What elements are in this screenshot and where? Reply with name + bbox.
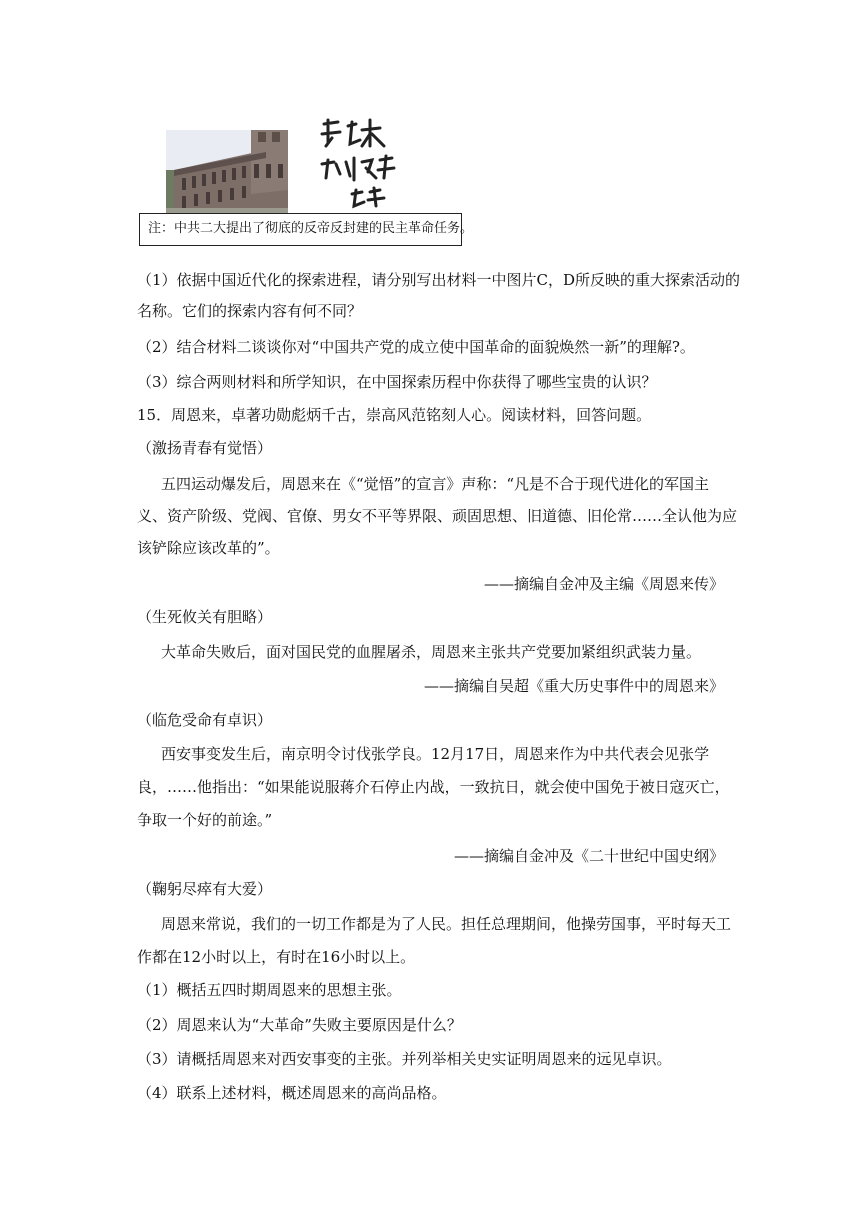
q14-question-1a: （1）依据中国近代化的探索进程，请分别写出材料一中图片C，D所反映的重大探索活动的	[137, 271, 741, 289]
material-line: 良，……他指出：“如果能说服蒋介石停止内战，一致抗日，就会使中国免于被日寇灭亡，	[137, 778, 730, 796]
source-citation: ——摘编自金冲及主编《周恩来传》	[483, 575, 724, 593]
section-heading: （鞠躬尽瘁有大爱）	[137, 880, 273, 898]
material-line: 五四运动爆发后，周恩来在《“觉悟”的宣言》声称：“凡是不合于现代进化的军国主	[161, 475, 710, 493]
q15-question-2: （2）周恩来认为“大革命”失败主要原因是什么？	[137, 1016, 462, 1034]
material-line: 义、资产阶级、党阀、官僚、男女不平等界限、顽固思想、旧道德、旧伦常……全认他为应	[137, 507, 738, 525]
section-heading: （激扬青春有觉悟）	[137, 439, 273, 457]
material-line: 该铲除应该改革的”。	[137, 539, 280, 557]
material-line: 周恩来常说，我们的一切工作都是为了人民。担任总理期间，他操劳国事，平时每天工	[161, 915, 732, 933]
note-box	[139, 213, 474, 246]
q15-question-4: （4）联系上述材料，概述周恩来的高尚品格。	[137, 1084, 447, 1102]
material-line: 作都在12小时以上，有时在16小时以上。	[137, 948, 416, 966]
section-heading: （临危受命有卓识）	[137, 711, 273, 729]
material-line: 西安事变发生后，南京明令讨伐张学良。12月17日，周恩来作为中共代表会见张学	[161, 745, 710, 763]
q14-question-2: （2）结合材料二谈谈你对“中国共产党的成立使中国革命的面貌焕然一新”的理解?。	[137, 338, 695, 356]
material-line: 争取一个好的前途。”	[137, 811, 273, 829]
source-citation: ——摘编自金冲及《二十世纪中国史纲》	[453, 847, 724, 865]
q15-question-1: （1）概括五四时期周恩来的思想主张。	[137, 981, 402, 999]
calligraphy-inscription-icon	[318, 112, 398, 212]
note-text: 注：中共二大提出了彻底的反帝反封建的民主革命任务。	[148, 221, 474, 236]
q14-question-1b: 名称。它们的探索内容有何不同？	[137, 302, 363, 320]
q15-question-3: （3）请概括周恩来对西安事变的主张。并列举相关史实证明周恩来的远见卓识。	[137, 1050, 672, 1068]
q15-stem: 15．周恩来，卓著功勋彪炳千古，崇高风范铭刻人心。阅读材料，回答问题。	[137, 406, 652, 424]
source-citation: ——摘编自吴超《重大历史事件中的周恩来》	[423, 677, 724, 695]
section-heading: （生死攸关有胆略）	[137, 608, 273, 626]
building-photo-icon	[166, 130, 288, 214]
q14-question-3: （3）综合两则材料和所学知识，在中国探索历程中你获得了哪些宝贵的认识？	[137, 373, 657, 391]
material-line: 大革命失败后，面对国民党的血腥屠杀，周恩来主张共产党要加紧组织武装力量。	[161, 643, 702, 661]
